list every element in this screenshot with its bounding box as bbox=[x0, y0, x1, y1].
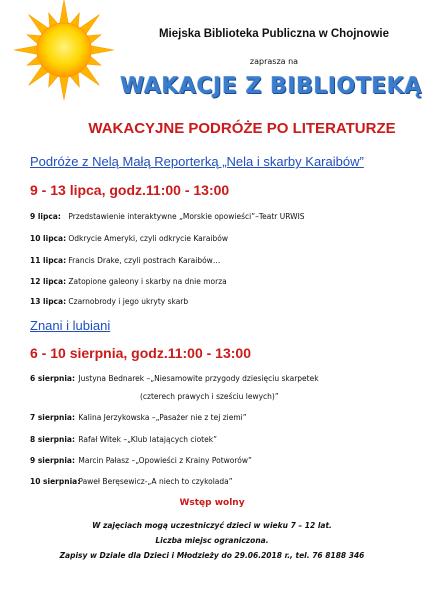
invites-text: zaprasza na bbox=[249, 57, 299, 66]
item-text: Paweł Beręsewicz-„A niech to czykolada” bbox=[78, 477, 233, 486]
item-date: 13 lipca: bbox=[30, 297, 67, 306]
item-date: 11 lipca: bbox=[30, 256, 67, 265]
list-item bbox=[30, 413, 247, 422]
item-date: 9 lipca: bbox=[30, 212, 61, 221]
list-item bbox=[30, 456, 252, 465]
item-text: Czarnobrody i jego ukryty skarb bbox=[68, 297, 189, 306]
subtitle: WAKACYJNE PODRÓŻE PO LITERATURZE bbox=[88, 120, 396, 137]
item-text: Marcin Pałasz –„Opowieści z Krainy Potworów” bbox=[78, 456, 252, 465]
signup-info: Zapisy w Dziale dla Dzieci i Młodzieży do 29.06.2018 r., tel. 76 8188 346 bbox=[59, 551, 365, 560]
section2-heading: Znani i lubiani bbox=[30, 318, 111, 333]
list-item bbox=[30, 277, 227, 286]
item-text: Zatopione galeony i skarby na dnie morza bbox=[68, 277, 227, 286]
sun-icon bbox=[2, 0, 126, 106]
item-text: Francis Drake, czyli postrach Karaibów… bbox=[68, 256, 221, 265]
section1-dates: 9 - 13 lipca, godz.11:00 - 13:00 bbox=[30, 182, 230, 198]
item-date: 6 sierpnia: bbox=[30, 374, 75, 383]
item-text: Justyna Bednarek –„Niesamowite przygody dziesięciu skarpetek bbox=[78, 374, 319, 383]
free-entry-label: Wstęp wolny bbox=[179, 498, 245, 508]
item-date: 10 sierpnia: bbox=[30, 477, 81, 486]
limited-info: Liczba miejsc ograniczona. bbox=[155, 536, 269, 545]
sun-ray bbox=[91, 46, 114, 55]
item-date: 9 sierpnia: bbox=[30, 456, 75, 465]
section1-heading: Podróże z Nelą Małą Reporterką „Nela i skarby Karaibów” bbox=[30, 154, 364, 169]
list-item bbox=[30, 256, 220, 265]
section2-dates: 6 - 10 sierpnia, godz.11:00 - 13:00 bbox=[30, 345, 251, 361]
library-name: Miejska Biblioteka Publiczna w Chojnowie bbox=[158, 28, 390, 40]
list-item bbox=[30, 477, 233, 486]
item-text: Odkrycie Ameryki, czyli odkrycie Karaibów bbox=[68, 234, 228, 243]
list-item bbox=[30, 374, 319, 383]
list-item-continuation bbox=[140, 392, 279, 401]
sun-ray bbox=[14, 46, 37, 55]
item-date: 8 sierpnia: bbox=[30, 435, 75, 444]
item-text: (czterech prawych i sześciu lewych)” bbox=[140, 392, 279, 401]
item-date: 12 lipca: bbox=[30, 277, 67, 286]
list-item bbox=[30, 435, 217, 444]
list-item bbox=[30, 234, 228, 243]
item-date: 7 sierpnia: bbox=[30, 413, 75, 422]
page-title: WAKACJE Z BIBLIOTEKĄ bbox=[120, 74, 422, 99]
item-date: 10 lipca: bbox=[30, 234, 67, 243]
age-info: W zajęciach mogą uczestniczyć dzieci w wieku 7 – 12 lat. bbox=[92, 521, 332, 530]
item-text: Przedstawienie interaktywne „Morskie opowieści”–Teatr URWIS bbox=[68, 212, 305, 221]
item-text: Rafał Witek –„Klub latających ciotek” bbox=[78, 435, 217, 444]
sun-ray bbox=[60, 0, 69, 23]
sun-ray bbox=[60, 77, 69, 100]
list-item bbox=[30, 297, 188, 306]
item-text: Kalina Jerzykowska –„Pasażer nie z tej ziemi” bbox=[78, 413, 247, 422]
list-item bbox=[30, 212, 305, 221]
